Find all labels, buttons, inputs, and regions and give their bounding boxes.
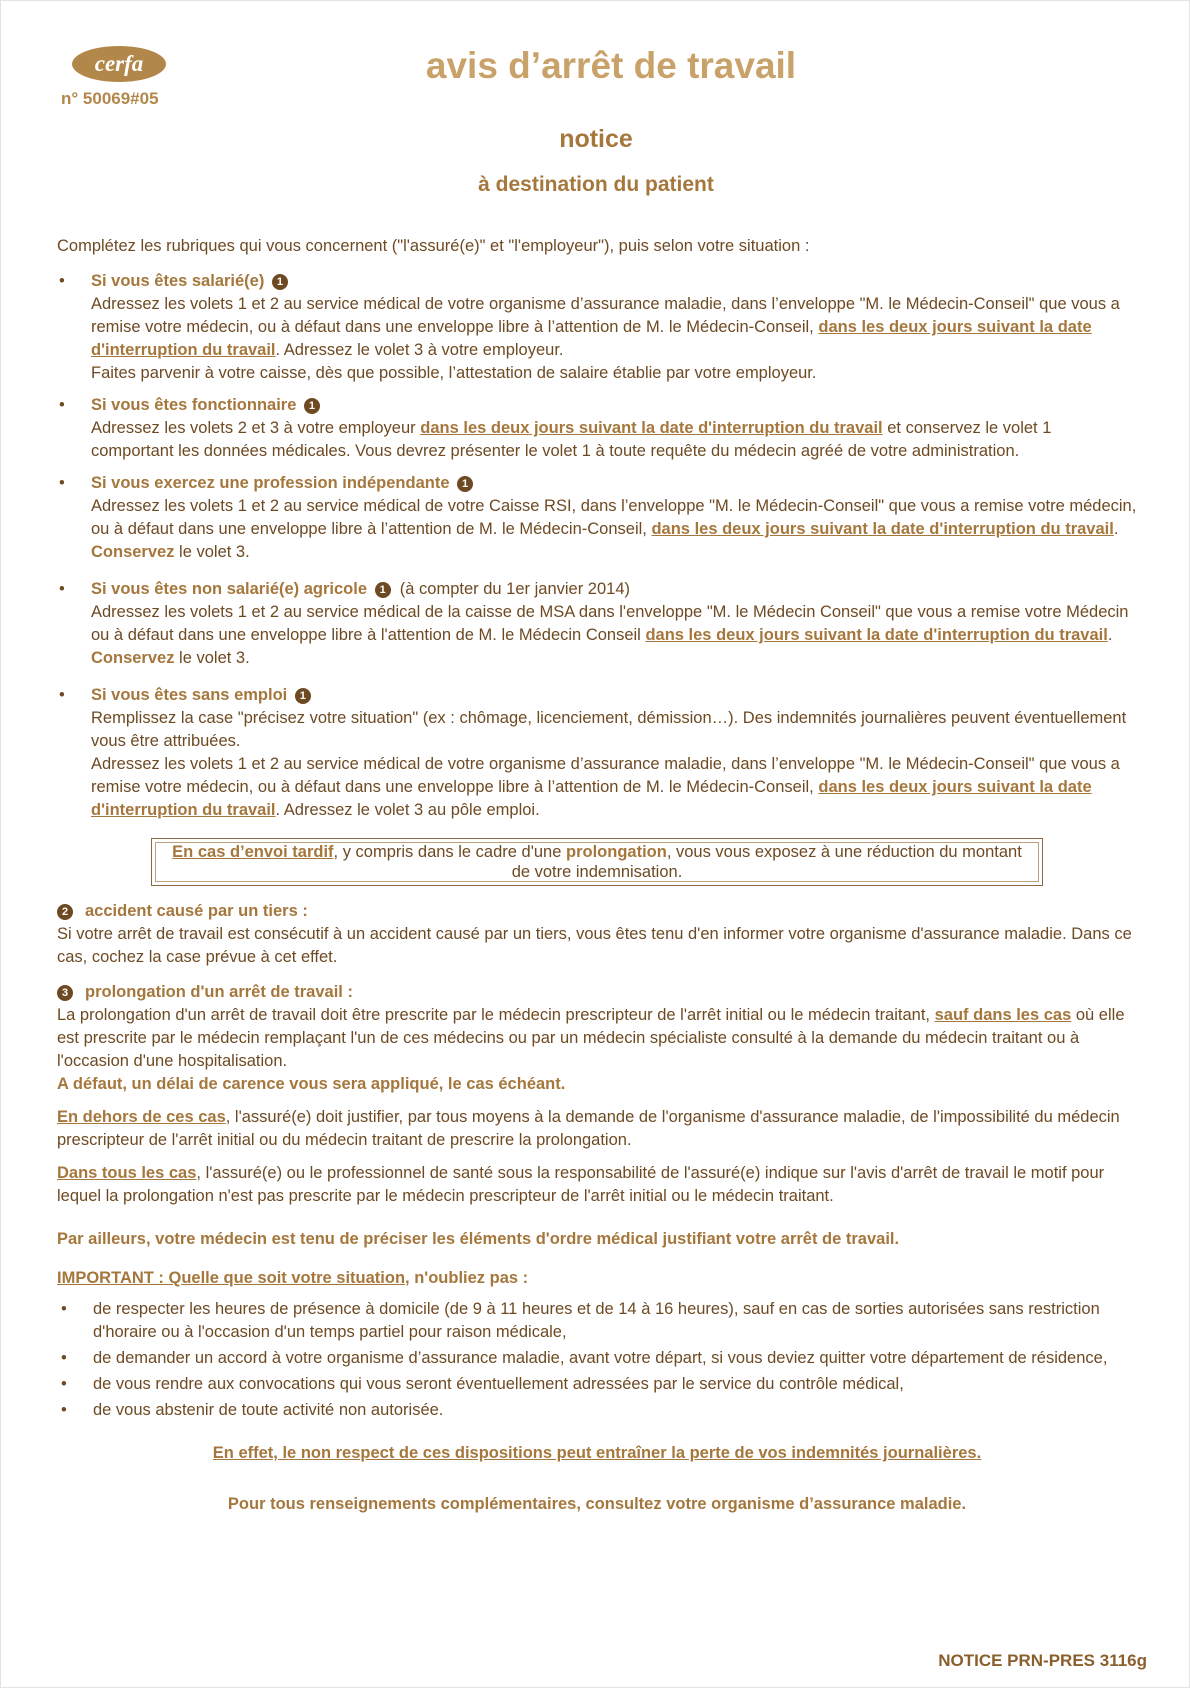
- notice-content: [57, 235, 1137, 1516]
- section-heading: Si vous exercez une profession indépendante: [91, 474, 450, 492]
- deadline-text: dans les deux jours suivant la date d'interruption du travail: [91, 778, 1092, 819]
- bullet-icon: •: [59, 474, 65, 492]
- emphasis-text: Conservez: [91, 543, 175, 561]
- section-heading: Si vous êtes fonctionnaire: [91, 396, 297, 414]
- bullet-icon: •: [59, 396, 65, 414]
- section-text: et conservez le volet 1 comportant les données médicales. Vous devrez présenter le volet 1 à toute requête du médecin agréé de votre administration.: [91, 419, 1052, 460]
- deadline-text: dans les deux jours suivant la date d'interruption du travail: [645, 626, 1108, 644]
- emphasis-text: En dehors de ces cas: [57, 1108, 226, 1126]
- form-number: n° 50069#05: [61, 89, 159, 108]
- number-marker-icon: 1: [304, 398, 320, 414]
- emphasis-text: Dans tous les cas: [57, 1164, 197, 1182]
- section-text: le volet 3.: [179, 543, 250, 561]
- number-marker-icon: 1: [295, 688, 311, 704]
- warning-text: , vous vous exposez à une réduction du montant de votre indemnisation.: [511, 843, 1022, 881]
- consequence-warning: En effet, le non respect de ces dispositions peut entraîner la perte de vos indemnités journalières.: [212, 1444, 982, 1462]
- deadline-text: dans les deux jours suivant la date d'interruption du travail: [91, 318, 1092, 359]
- list-item-text: de vous abstenir de toute activité non autorisée.: [93, 1401, 444, 1419]
- number-marker-icon: 1: [375, 582, 391, 598]
- bullet-icon: •: [61, 1375, 67, 1393]
- accident-text: Si votre arrêt de travail est consécutif à un accident causé par un tiers, vous êtes tenu d'en informer votre organisme d'assurance maladie. Dans ce cas, cochez la case prévue à cet effet.: [57, 925, 1132, 966]
- section-text: Adressez les volets 1 et 2 au service médical de votre organisme d’assurance maladie, dans l’enveloppe "M. le Médecin-Conseil" que vous a remise votre médecin, ou à défaut dans une enveloppe libre à l’attention de M. le Médecin-Conseil,: [91, 295, 1120, 336]
- cerfa-logo-text: cerfa: [94, 51, 144, 76]
- number-marker-icon: 1: [457, 476, 473, 492]
- section-heading: Si vous êtes salarié(e): [91, 272, 265, 290]
- paragraph-text: La prolongation d'un arrêt de travail doit être prescrite par le médecin prescripteur de l'arrêt initial ou le médecin traitant,: [57, 1006, 931, 1024]
- prolongation-heading: [57, 981, 1137, 1004]
- medical-justification-note: Par ailleurs, votre médecin est tenu de préciser les éléments d'ordre médical justifiant votre arrêt de travail.: [57, 1230, 900, 1248]
- contact-note: Pour tous renseignements complémentaires, consultez votre organisme d’assurance maladie.: [227, 1495, 967, 1513]
- deadline-text: dans les deux jours suivant la date d'interruption du travail: [651, 520, 1114, 538]
- warning-text: , y compris dans le cadre d'une: [333, 843, 562, 861]
- notice-heading: notice: [559, 125, 633, 153]
- number-marker-icon: 2: [57, 904, 73, 920]
- section-text: le volet 3.: [179, 649, 250, 667]
- list-item: [57, 1347, 1137, 1370]
- bullet-icon: •: [59, 580, 65, 598]
- destination-heading: à destination du patient: [478, 173, 714, 196]
- list-item: [57, 1373, 1137, 1396]
- bullet-icon: •: [61, 1300, 67, 1318]
- bullet-icon: •: [61, 1401, 67, 1419]
- emphasis-text: Conservez: [91, 649, 175, 667]
- deadline-text: dans les deux jours suivant la date d'interruption du travail: [420, 419, 883, 437]
- important-heading: IMPORTANT : Quelle que soit votre situation: [57, 1269, 406, 1287]
- section-independant: [57, 472, 1137, 564]
- warning-emphasis: prolongation: [566, 843, 667, 861]
- obligations-list: [57, 1298, 1137, 1422]
- heading-text: accident causé par un tiers :: [85, 902, 308, 920]
- accident-heading: [57, 900, 1137, 923]
- section-text: .: [1113, 520, 1119, 538]
- list-item-text: de vous rendre aux convocations qui vous seront éventuellement adressées par le service du contrôle médical,: [93, 1375, 904, 1393]
- section-sans-emploi: [57, 684, 1137, 822]
- emphasis-text: sauf dans les cas: [934, 1006, 1072, 1024]
- section-salarie: [57, 270, 1137, 385]
- carence-warning: A défaut, un délai de carence vous sera appliqué, le cas échéant.: [57, 1075, 566, 1093]
- paragraph-text: , l'assuré(e) ou le professionnel de santé sous la responsabilité de l'assuré(e) indique sur l'avis d'arrêt de travail le motif pour lequel la prolongation n'est pas prescrite par le médecin prescripteur de l'arrêt initial ou le médecin traitant.: [57, 1164, 1105, 1205]
- notice-reference-code: NOTICE PRN-PRES 3116g: [938, 1651, 1147, 1670]
- number-marker-icon: 1: [272, 274, 288, 290]
- section-text: . Adressez le volet 3 au pôle emploi.: [275, 801, 540, 819]
- section-text: Remplissez la case "précisez votre situation" (ex : chômage, licenciement, démission…). Des indemnités journalières peuvent éventuellement vous être attribuées.: [91, 709, 1127, 750]
- number-marker-icon: 3: [57, 985, 73, 1001]
- section-text: Adressez les volets 1 et 2 au service médical de votre organisme d’assurance maladie, dans l’enveloppe "M. le Médecin-Conseil" que vous a remise votre médecin, ou à défaut dans une enveloppe libre à l’attention de M. le Médecin-Conseil,: [91, 755, 1120, 796]
- list-item: [57, 1298, 1137, 1344]
- bullet-icon: •: [61, 1349, 67, 1367]
- section-text: .: [1107, 626, 1113, 644]
- section-heading: Si vous êtes non salarié(e) agricole: [91, 580, 368, 598]
- bullet-icon: •: [59, 686, 65, 704]
- section-text: Adressez les volets 2 et 3 à votre employeur: [91, 419, 416, 437]
- intro-text: Complétez les rubriques qui vous concernent ("l'assuré(e)" et "l'employeur"), puis selon votre situation :: [57, 237, 810, 255]
- paragraph-text: , l'assuré(e) doit justifier, par tous moyens à la demande de l'organisme d'assurance maladie, de l'impossibilité du médecin prescripteur de l'arrêt initial ou du médecin traitant de prescrire la prolongation.: [57, 1108, 1120, 1149]
- list-item-text: de demander un accord à votre organisme d’assurance maladie, avant votre départ, si vous deviez quitter votre département de résidence,: [93, 1349, 1108, 1367]
- section-text: Adressez les volets 1 et 2 au service médical de la caisse de MSA dans l'enveloppe "M. le Médecin Conseil" que vous a remise votre Médecin ou à défaut dans une enveloppe libre à l'attention de M. le Médecin Conseil: [91, 603, 1129, 644]
- list-item-text: de respecter les heures de présence à domicile (de 9 à 11 heures et de 14 à 16 heures), sauf en cas de sorties autorisées sans restriction d'horaire ou à l'occasion d'un temps partiel pour raison médicale,: [93, 1300, 1100, 1341]
- section-note: (à compter du 1er janvier 2014): [399, 580, 630, 598]
- section-fonctionnaire: [57, 394, 1137, 463]
- section-text: Faites parvenir à votre caisse, dès que possible, l’attestation de salaire établie par votre employeur.: [91, 364, 817, 382]
- warning-emphasis: En cas d’envoi tardif: [172, 843, 334, 861]
- heading-text: prolongation d'un arrêt de travail :: [85, 983, 353, 1001]
- list-item: [57, 1399, 1137, 1422]
- section-agricole: [57, 578, 1137, 670]
- section-text: . Adressez le volet 3 à votre employeur.: [275, 341, 564, 359]
- paragraph-text: où elle est prescrite par le médecin remplaçant l'un de ces médecins ou par un médecin spécialiste consulté à la demande du médecin traitant ou à l'occasion d'une hospitalisation.: [57, 1006, 1125, 1070]
- important-heading-suffix: , n'oubliez pas :: [405, 1269, 529, 1287]
- bullet-icon: •: [59, 272, 65, 290]
- page-title: avis d’arrêt de travail: [425, 45, 797, 86]
- late-submission-warning: [151, 838, 1043, 886]
- section-heading: Si vous êtes sans emploi: [91, 686, 288, 704]
- section-text: Adressez les volets 1 et 2 au service médical de votre Caisse RSI, dans l’enveloppe "M. le Médecin-Conseil" que vous a remise votre médecin, ou à défaut dans une enveloppe libre à l’attention de M. le Médecin-Conseil,: [91, 497, 1137, 538]
